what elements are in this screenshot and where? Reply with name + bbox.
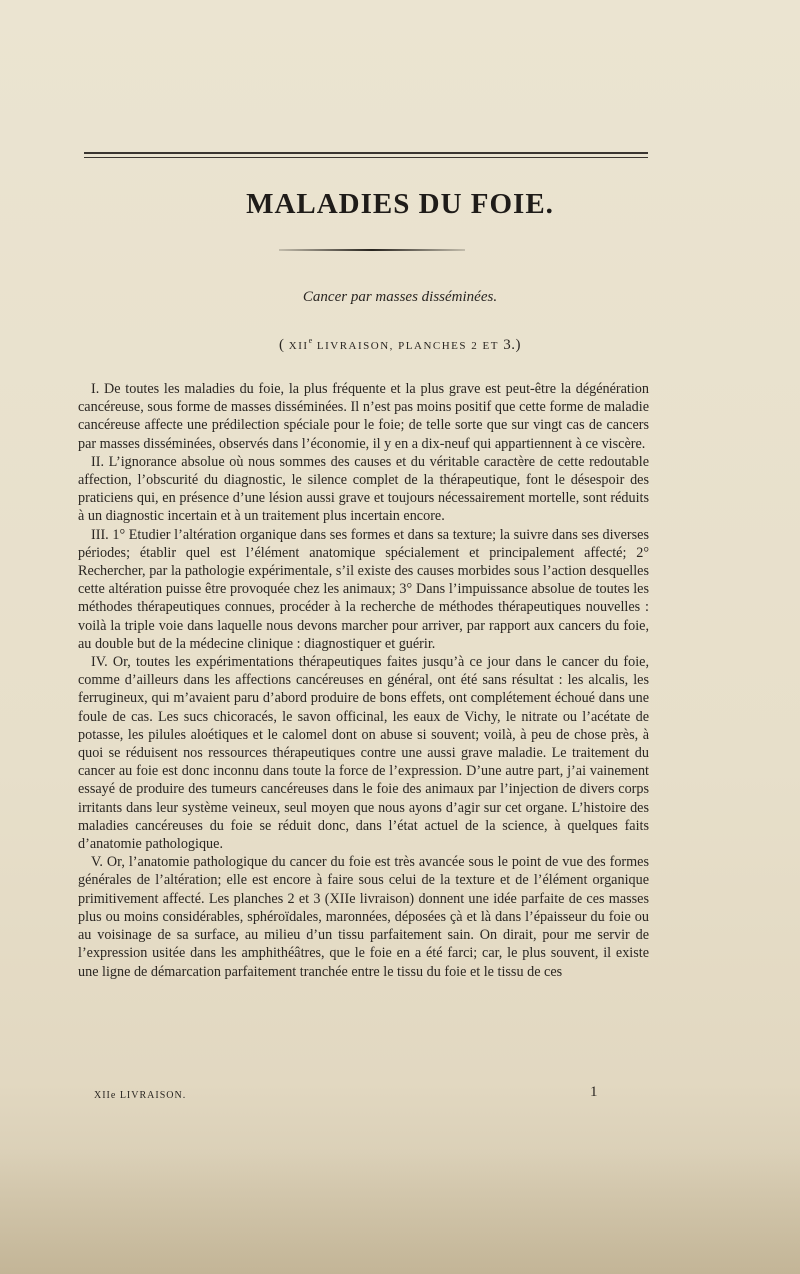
livraison-reference [0,336,800,354]
paper-stain [0,1150,800,1274]
body-text [78,380,649,981]
paragraph-1: I. De toutes les maladies du foie, la plus fréquente et la plus grave est peut-être la dégénération cancéreuse, sous forme de masses disséminées. Il n’est pas moins positif que cette forme de maladie cancéreuse affecte une prédilection spéciale pour le foie; de telle sorte que sur vingt cas de cancers par masses disséminées, observés dans l’économie, il y en a dix-neuf qui appartiennent à ce viscère. [78,381,649,452]
title-ornament-rule [279,249,465,251]
plate-number: 3. [503,337,516,353]
livraison-label: LIVRAISON, PLANCHES 2 ET [316,340,499,352]
livraison-sup: e [308,336,313,345]
paren-close: ) [515,337,521,353]
footer-livraison: XIIe LIVRAISON. [94,1090,187,1101]
paragraph-5: V. Or, l’anatomie pathologique du cancer du foie est très avancée sous le point de vue des formes générales de l’altération; elle est encore à faire sous celui de la texture et de l’élément organique primitivement affecté. Les planches 2 et 3 (XIIe livraison) donnent une idée parfaite de ces masses plus ou moins considérables, sphéroïdales, maronnées, déposées çà et là dans l’épaisseur du foie ou au voisinage de sa surface, au milieu d’un tissu parfaitement sain. On dirait, pour me servir de l’expression usitée dans les amphithéâtres, que le foie en a été farci; car, le plus souvent, il existe une ligne de démarcation parfaitement tranchée entre le tissu du foie et le tissu de ces [78,854,649,980]
page-number: 1 [590,1084,598,1100]
section-subtitle: Cancer par masses disséminées. [302,289,498,305]
paren-open: ( [279,337,285,353]
paragraph-4: IV. Or, toutes les expérimentations thérapeutiques faites jusqu’à ce jour dans le cancer du foie, comme d’ailleurs dans les affections cancéreuses en général, ont été sans résultat : les alcalis, les ferrugineux, qui m’avaient paru d’abord produire de bons effets, ont complétement échoué dans une foule de cas. Les sucs chicoracés, le savon officinal, les eaux de Vichy, le nitrate ou l’acétate de potasse, les pilules aloétiques et le calomel dont on abuse si souvent; voilà, à peu de chose près, à quoi se réduisent nos ressources thérapeutiques contre une aussi grave maladie. Le traitement du cancer au foie est donc inconnu dans toute la force de l’expression. D’une autre part, j’ai vainement essayé de produire des tumeurs cancéreuses dans le foie des animaux par l’injection de divers corps irritants dans leur système veineux, seul moyen que nous ayons d’agir sur cet organe. L’histoire des maladies cancéreuses du foie se réduit donc, dans l’état actuel de la science, à quelques faits d’anatomie pathologique. [78,654,649,853]
paragraph-3: III. 1° Etudier l’altération organique dans ses formes et dans sa texture; la suivre dans ses diverses périodes; établir quel est l’élément anatomique spécialement et principalement affecté; 2° Rechercher, par la pathologie expérimentale, s’il existe des causes morbides sous l’action desquelles cette altération puisse être provoquée chez les animaux; 3° Dans l’impuissance absolue de toutes les méthodes thérapeutiques connues, procéder à la recherche de méthodes thérapeutiques nouvelles : voilà la triple voie dans laquelle nous devons marcher pour arriver, par rapport aux cancers du foie, au double but de la médecine clinique : diagnostiquer et guérir. [78,526,649,652]
page-title: MALADIES DU FOIE. [246,188,554,220]
livraison-roman: XII [288,340,309,352]
top-double-rule-thin [84,157,648,158]
top-double-rule [84,152,648,154]
paragraph-2: II. L’ignorance absolue où nous sommes des causes et du véritable caractère de cette redoutable affection, l’obscurité du diagnostic, le silence complet de la thérapeutique, font le désespoir des praticiens qui, en présence d’une lésion aussi grave et toujours nécessairement mortelle, sont réduits à un diagnostic incertain et à un traitement plus incertain encore. [78,453,649,525]
